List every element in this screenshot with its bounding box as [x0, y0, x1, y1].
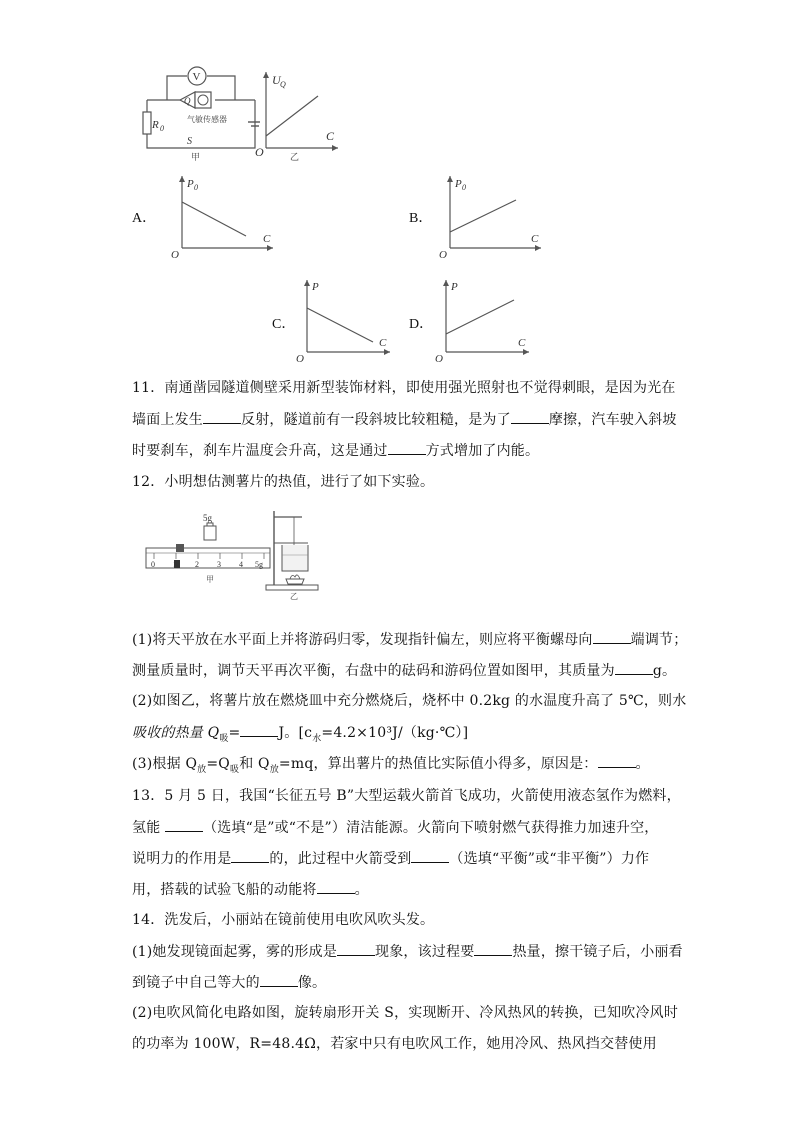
svg-text:S: S [187, 136, 192, 147]
svg-text:O: O [255, 145, 264, 159]
answer-blank[interactable] [474, 941, 512, 956]
option-d-label: D． [409, 317, 434, 332]
answer-blank[interactable] [231, 848, 269, 863]
svg-text:Q: Q [280, 80, 286, 89]
q14-part2-line-1: (2)电吹风简化电路如图，旋转扇形开关 S，实现断开、冷风热风的转换，已知吹冷风时 [132, 1005, 679, 1021]
burning-apparatus-figure-yi [262, 505, 322, 600]
svg-text:乙: 乙 [290, 592, 298, 600]
balance-scale-figure-jia [140, 510, 275, 600]
svg-text:气敏传感器: 气敏传感器 [187, 115, 227, 124]
svg-text:C: C [531, 233, 539, 245]
graph-yi [252, 68, 342, 163]
svg-text:C: C [263, 233, 271, 245]
svg-text:Q: Q [184, 96, 191, 106]
q12-part3-line: (3)根据 $Q_放=Q_吸$和 $Q_放=mq$，算出薯片的热值比实际值小得多，原因是： 。 [132, 753, 650, 780]
svg-text:P: P [451, 281, 458, 293]
svg-text:O: O [296, 353, 304, 365]
svg-text:甲: 甲 [206, 575, 214, 584]
option-a-graph [168, 172, 278, 262]
q13-line-3: 说明力的作用是 的，此过程中火箭受到 （选填“平衡”或“非平衡”）力作 [132, 848, 649, 869]
svg-text:3: 3 [217, 560, 221, 569]
q11-line-2: 墙面上发生 反射，隧道前有一段斜坡比较粗糙，是为了 摩擦，汽车驶入斜坡 [132, 409, 677, 430]
svg-text:C: C [379, 337, 387, 349]
q13-line-4: 用，搭载的试验飞船的动能将 。 [132, 879, 369, 900]
q11-line-1: 11．南通凿园隧道侧壁采用新型装饰材料，即使用强光照射也不觉得刺眼，是因为光在 [132, 380, 676, 396]
answer-blank[interactable] [511, 409, 549, 424]
svg-text:C: C [326, 129, 335, 143]
option-b-label: B． [409, 211, 433, 226]
svg-text:0: 0 [462, 183, 466, 192]
q14-title: 14．洗发后，小丽站在镜前使用电吹风吹头发。 [132, 912, 435, 928]
q12-part1-line-2: 测量质量时，调节天平再次平衡，右盘中的砝码和游码位置如图甲，其质量为 g。 [132, 660, 676, 681]
svg-text:R: R [152, 119, 159, 131]
q12-part2-line-2: 吸收的热量 $Q_吸= J$。$[c_水=4.2\times 10^3J/(kg\cdot℃)]$ [132, 722, 468, 749]
svg-text:2: 2 [195, 560, 199, 569]
option-d-graph [434, 276, 534, 366]
answer-blank[interactable] [240, 722, 278, 737]
answer-blank[interactable] [317, 879, 355, 894]
option-b-graph [436, 172, 546, 262]
answer-blank[interactable] [388, 440, 426, 455]
answer-blank[interactable] [260, 972, 298, 987]
svg-text:O: O [171, 249, 179, 261]
q14-part1-line-2: 到镜子中自己等大的 像。 [132, 972, 326, 993]
svg-text:5g: 5g [203, 513, 212, 523]
answer-blank[interactable] [337, 941, 375, 956]
svg-text:U: U [272, 73, 281, 87]
svg-text:O: O [439, 249, 447, 261]
answer-blank[interactable] [203, 409, 241, 424]
q14-part2-line-2: 的功率为 100W，R=48.4Ω，若家中只有电吹风工作，她用冷风、热风挡交替使用 [132, 1036, 657, 1052]
svg-text:乙: 乙 [290, 152, 300, 162]
svg-text:甲: 甲 [191, 152, 201, 162]
q14-part1-line-1: (1)她发现镜面起雾，雾的形成是 现象，该过程要 热量，擦干镜子后，小丽看 [132, 941, 683, 962]
svg-text:0: 0 [194, 183, 198, 192]
answer-blank[interactable] [598, 753, 636, 768]
option-c-graph [295, 276, 395, 366]
svg-text:0: 0 [151, 560, 155, 569]
option-a-label: A． [132, 211, 157, 226]
q12-part1-line-1: (1)将天平放在水平面上并将游码归零，发现指针偏左，则应将平衡螺母向 端调节； [132, 629, 687, 650]
q12-part2-line-1: (2)如图乙，将薯片放在燃烧皿中充分燃烧后，烧杯中 0.2kg 的水温度升高了 5℃，则水 [132, 693, 687, 709]
svg-text:P: P [312, 281, 319, 293]
svg-text:P: P [455, 178, 462, 190]
q13-line-1: 13．5 月 5 日，我国“长征五号 B”大型运载火箭首飞成功，火箭使用液态氢作为燃料， [132, 788, 681, 804]
svg-text:O: O [435, 353, 443, 365]
q11-line-3: 时要刹车，刹车片温度会升高，这是通过 方式增加了内能。 [132, 440, 539, 461]
svg-text:0: 0 [160, 124, 164, 133]
q13-line-2: 氢能 （选填“是”或“不是”）清洁能源。火箭向下喷射燃气获得推力加速升空， [132, 817, 659, 838]
voltmeter-label: V [192, 71, 201, 83]
option-c-label: C． [272, 317, 296, 332]
svg-text:4: 4 [239, 560, 243, 569]
circuit-figure-jia [135, 62, 260, 162]
answer-blank[interactable] [593, 629, 631, 644]
svg-text:C: C [518, 337, 526, 349]
answer-blank[interactable] [411, 848, 449, 863]
q12-title: 12．小明想估测薯片的热值，进行了如下实验。 [132, 474, 435, 490]
answer-blank[interactable] [615, 660, 653, 675]
svg-text:P: P [187, 178, 194, 190]
svg-text:5g: 5g [255, 560, 263, 569]
answer-blank[interactable] [165, 817, 203, 832]
